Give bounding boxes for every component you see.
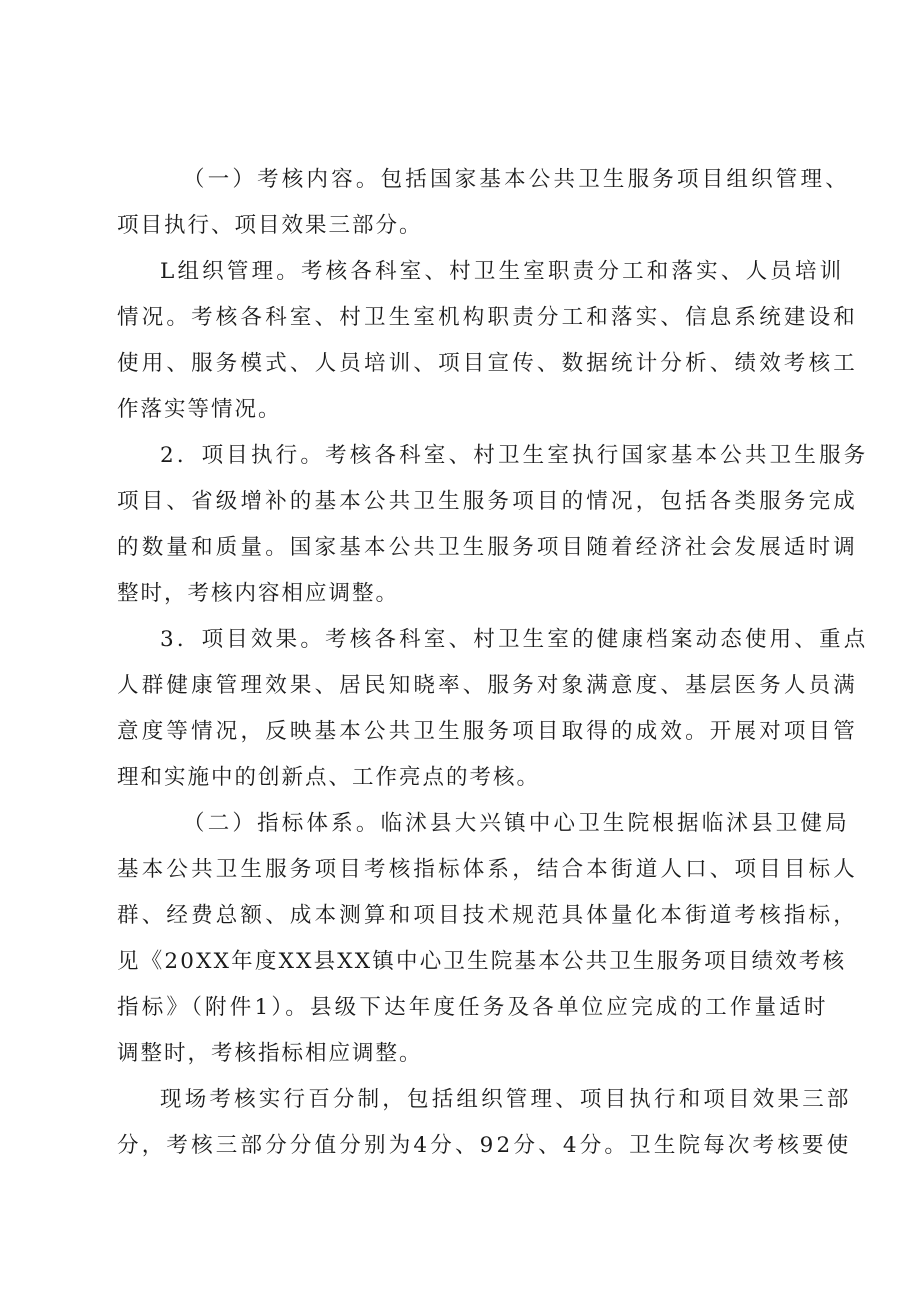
paragraph-3-line-3: 的数量和质量。国家基本公共卫生服务项目随着经济社会发展适时调 [117,535,859,560]
paragraph-4-line-1: 3．项目效果。考核各科室、村卫生室的健康档案动态使用、重点 [160,627,869,652]
paragraph-3-line-2: 项目、省级增补的基本公共卫生服务项目的情况，包括各类服务完成 [117,489,859,514]
paragraph-5-line-1: （二）指标体系。临沭县大兴镇中心卫生院根据临沭县卫健局 [183,811,850,836]
paragraph-1-line-2: 项目执行、项目效果三部分。 [117,213,423,238]
paragraph-4-line-4: 理和实施中的创新点、工作亮点的考核。 [117,765,541,790]
paragraph-4-line-3: 意度等情况，反映基本公共卫生服务项目取得的成效。开展对项目管 [117,719,859,744]
paragraph-5-line-3: 群、经费总额、成本测算和项目技术规范具体量化本街道考核指标， [117,903,859,928]
paragraph-5-line-6: 调整时，考核指标相应调整。 [117,1041,423,1066]
paragraph-3-line-1: 2．项目执行。考核各科室、村卫生室执行国家基本公共卫生服务 [160,443,869,468]
paragraph-6-line-1: 现场考核实行百分制，包括组织管理、项目执行和项目效果三部 [160,1087,852,1112]
paragraph-4-line-2: 人群健康管理效果、居民知晓率、服务对象满意度、基层医务人员满 [117,673,859,698]
paragraph-6-line-2: 分，考核三部分分值分别为4分、92分、4分。卫生院每次考核要使 [117,1133,852,1158]
paragraph-2-line-2: 情况。考核各科室、村卫生室机构职责分工和落实、信息系统建设和 [117,305,859,330]
paragraph-2-line-4: 作落实等情况。 [117,397,282,422]
paragraph-3-line-4: 整时，考核内容相应调整。 [117,581,400,606]
paragraph-1-line-1: （一）考核内容。包括国家基本公共卫生服务项目组织管理、 [183,167,850,192]
paragraph-5-line-5: 指标》（附件1）。县级下达年度任务及各单位应完成的工作量适时 [117,995,829,1020]
paragraph-5-line-2: 基本公共卫生服务项目考核指标体系，结合本街道人口、项目目标人 [117,857,859,882]
paragraph-5-line-4: 见《20XX年度XX县XX镇中心卫生院基本公共卫生服务项目绩效考核 [117,949,847,974]
paragraph-2-line-1: L组织管理。考核各科室、村卫生室职责分工和落实、人员培训 [160,259,845,284]
paragraph-2-line-3: 使用、服务模式、人员培训、项目宣传、数据统计分析、绩效考核工 [117,351,859,376]
